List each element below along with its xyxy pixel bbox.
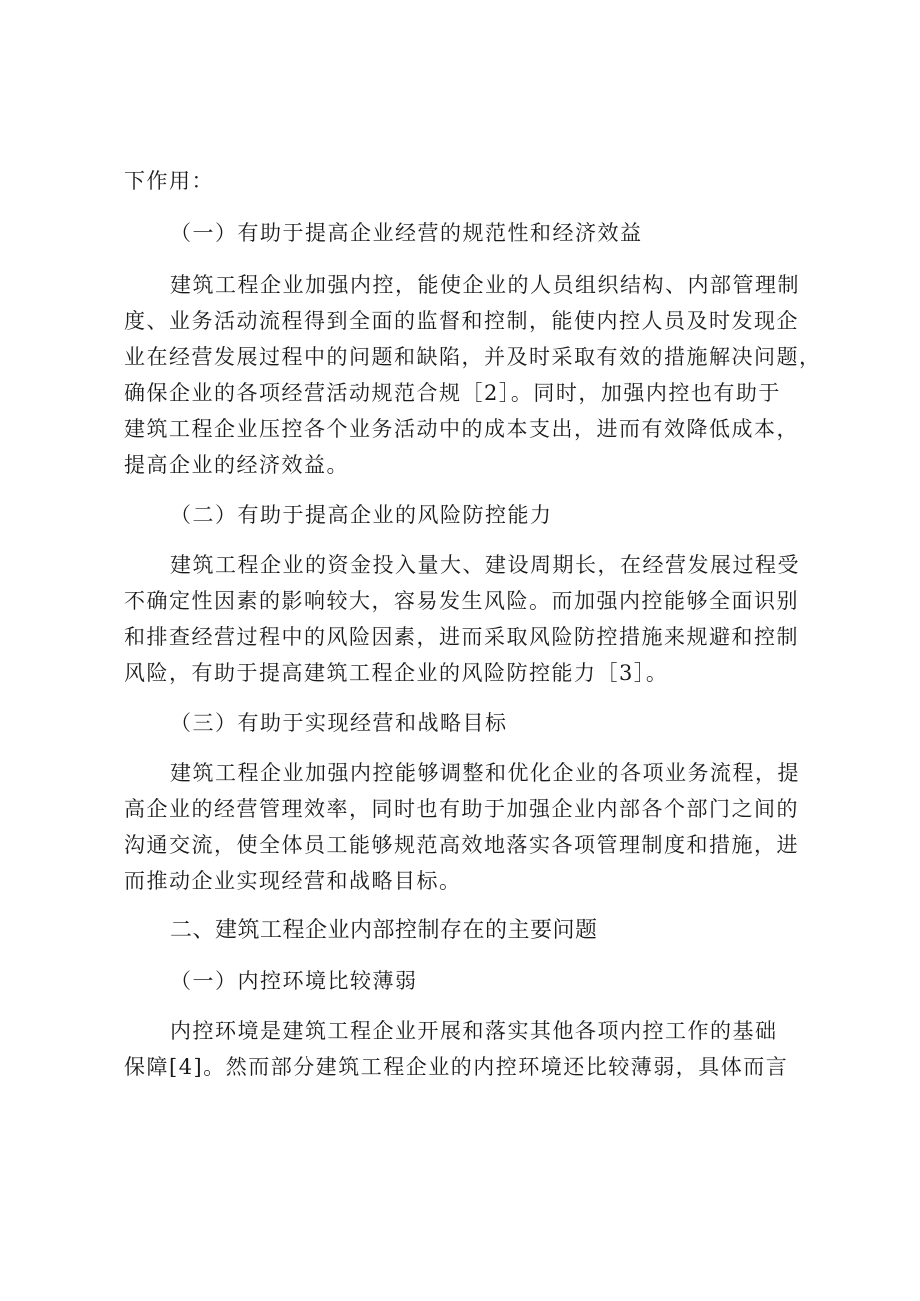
document-body [124,163,822,1085]
paragraph-line: 建筑工程企业加强内控能够调整和优化企业的各项业务流程，提 [170,761,800,785]
paragraph-line: 提高企业的经济效益。 [124,453,349,477]
paragraph-line: 建筑工程企业压控各个业务活动中的成本支出，进而有效降低成本， [124,417,799,441]
subsection-heading: （一）内控环境比较薄弱 [170,969,418,993]
subsection-heading: （一）有助于提高企业经营的规范性和经济效益 [170,221,643,245]
paragraph-line: 沟通交流，使全体员工能够规范高效地落实各项管理制度和措施，进 [124,833,799,857]
paragraph-line: 风险，有助于提高建筑工程企业的风险防控能力［3］。 [124,661,669,685]
subsection-heading: （三）有助于实现经营和战略目标 [170,711,508,735]
section-heading: 二、建筑工程企业内部控制存在的主要问题 [170,918,598,943]
paragraph-line: 保障[4]。然而部分建筑工程企业的内控环境还比较薄弱，具体而言 [124,1055,789,1079]
paragraph-line: 业在经营发展过程中的问题和缺陷，并及时采取有效的措施解决问题， [124,345,822,369]
paragraph-line: 内控环境是建筑工程企业开展和落实其他各项内控工作的基础 [170,1019,778,1043]
paragraph-line: 建筑工程企业的资金投入量大、建设周期长，在经营发展过程受 [170,553,800,577]
paragraph-line: 确保企业的各项经营活动规范合规［2］。同时，加强内控也有助于 [124,381,781,405]
paragraph-line: 而推动企业实现经营和战略目标。 [124,869,462,893]
paragraph-line: 建筑工程企业加强内控，能使企业的人员组织结构、内部管理制 [170,273,800,297]
paragraph-line: 度、业务活动流程得到全面的监督和控制，能使内控人员及时发现企 [124,309,799,333]
paragraph-line: 不确定性因素的影响较大，容易发生风险。而加强内控能够全面识别 [124,589,799,613]
paragraph-line: 下作用： [124,169,214,193]
paragraph-line: 高企业的经营管理效率，同时也有助于加强企业内部各个部门之间的 [124,797,799,821]
paragraph-line: 和排查经营过程中的风险因素，进而采取风险防控措施来规避和控制 [124,625,799,649]
subsection-heading: （二）有助于提高企业的风险防控能力 [170,503,553,527]
